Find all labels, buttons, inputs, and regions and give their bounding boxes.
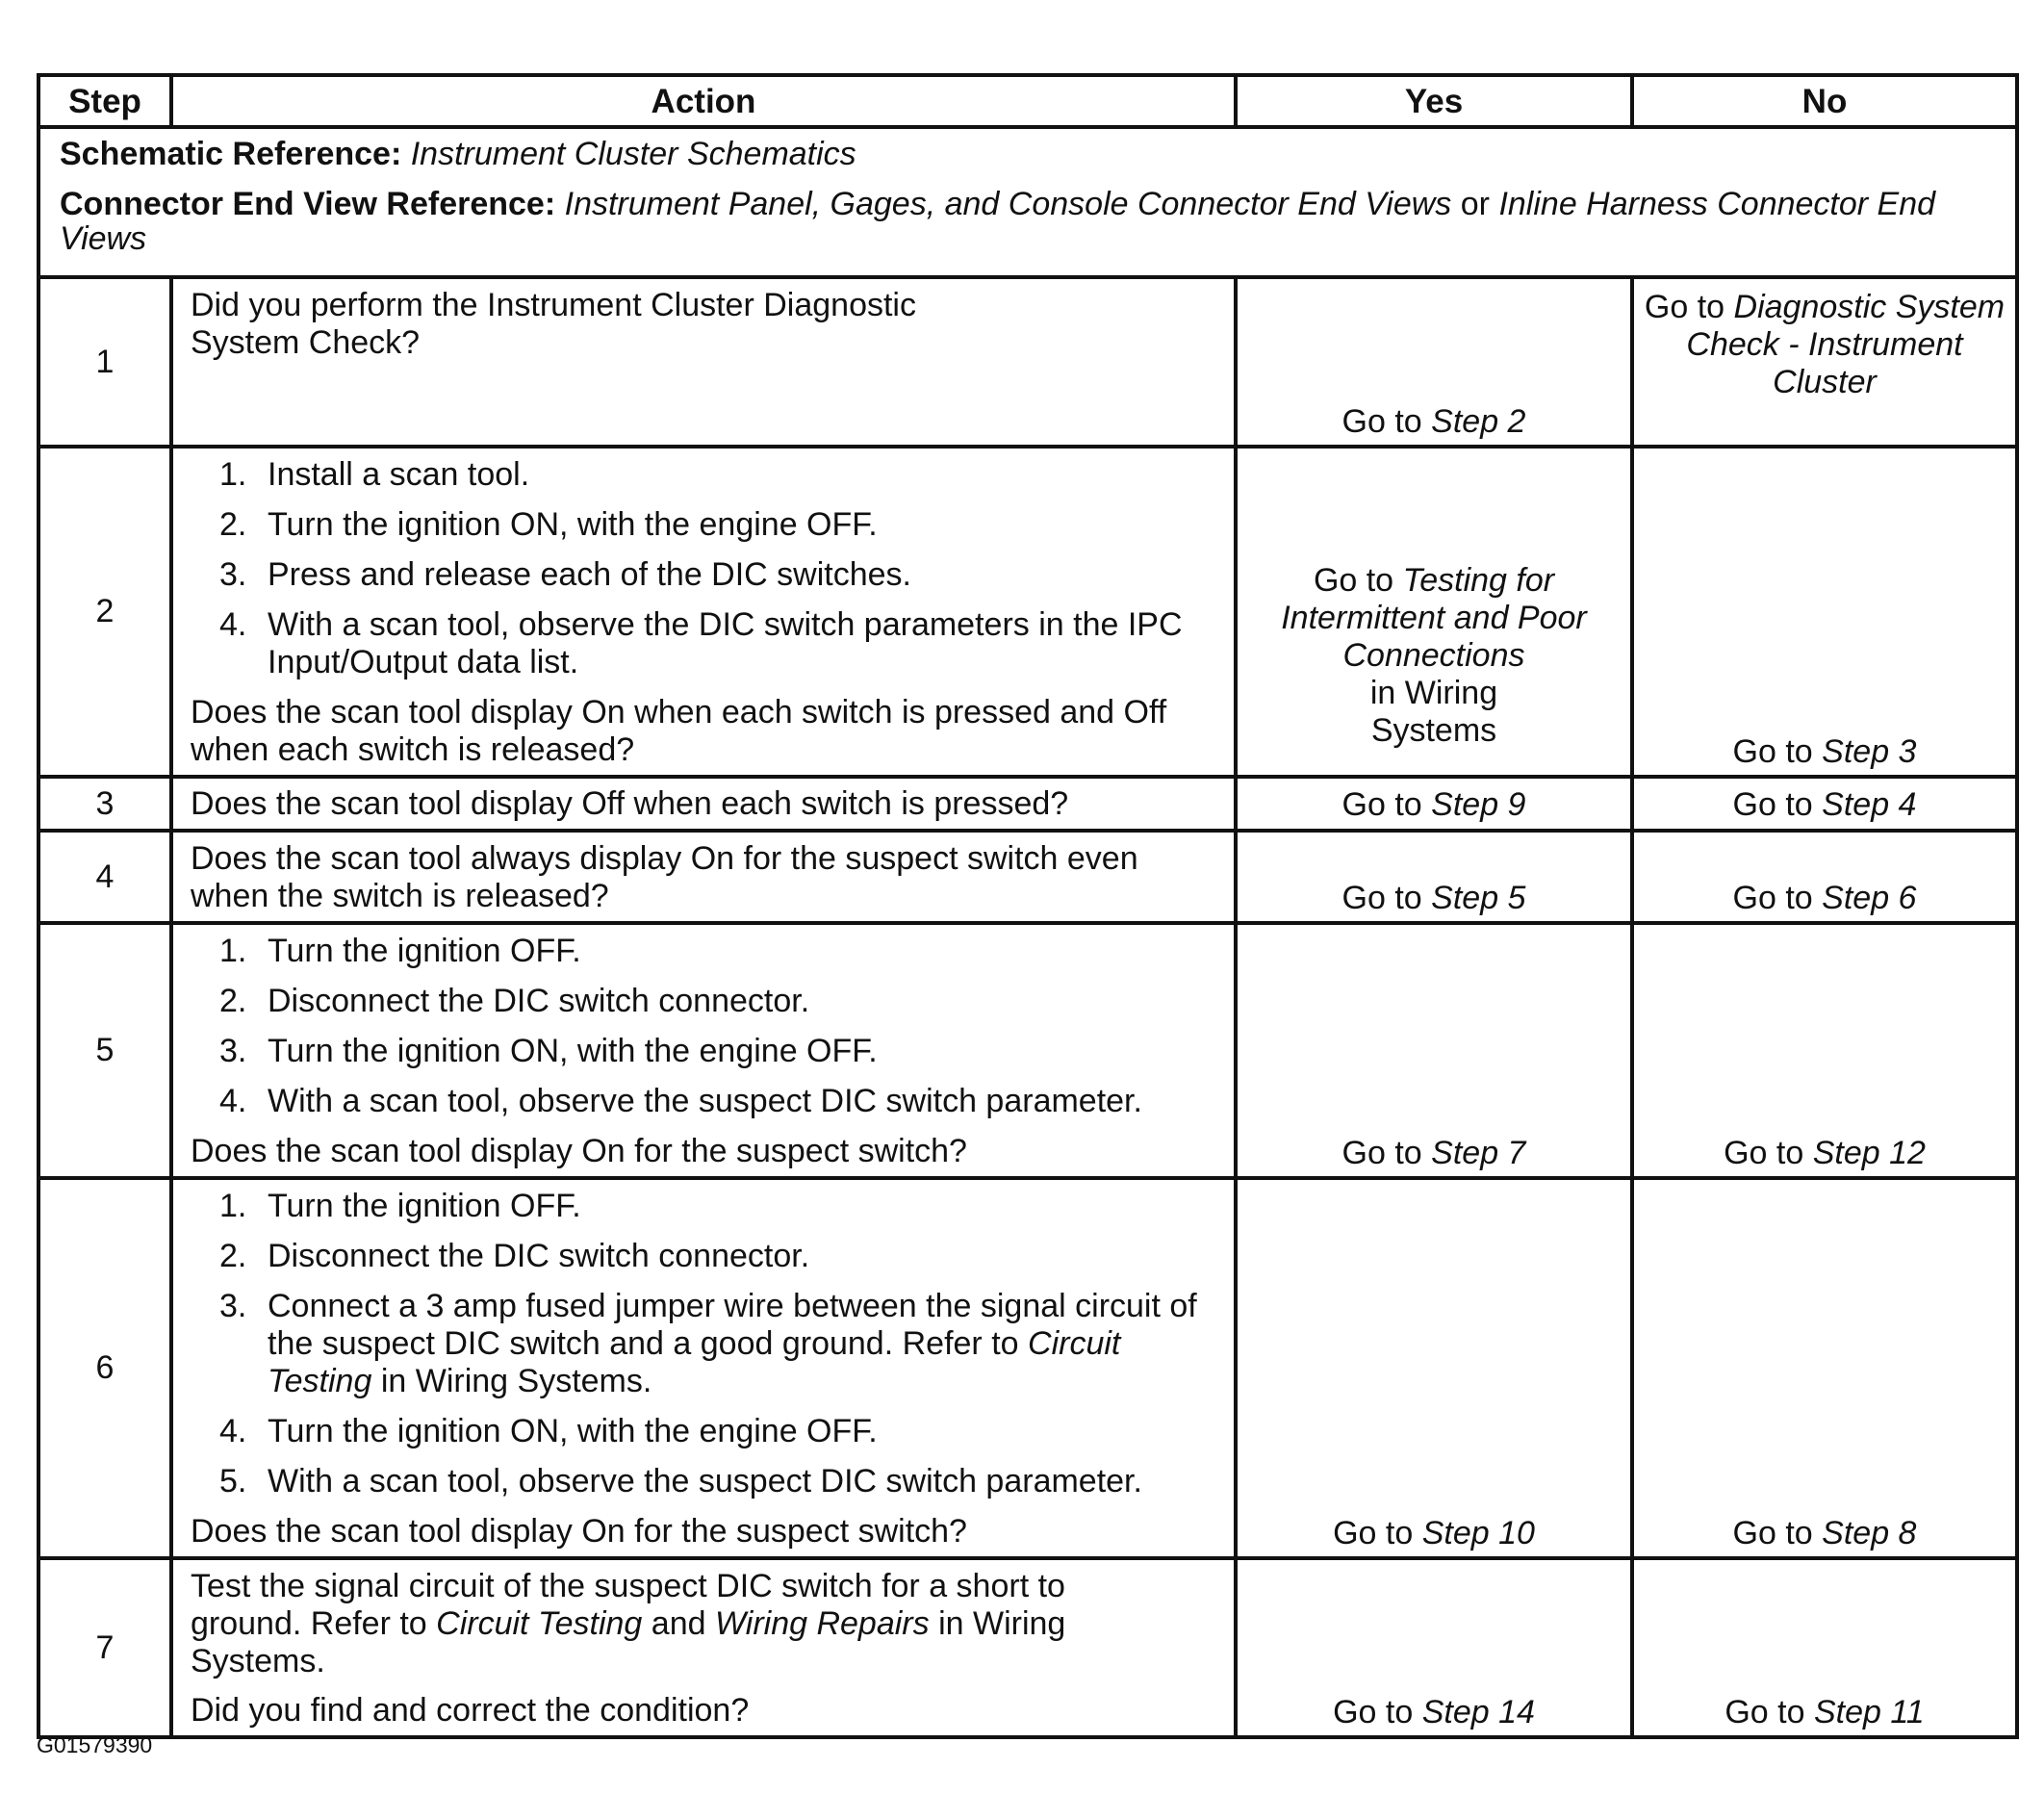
action-cell: [171, 923, 1236, 1178]
yes-cell: [1236, 447, 1632, 777]
figure-id: G01579390: [37, 1732, 153, 1757]
yes-link[interactable]: Step 10: [1421, 1515, 1535, 1551]
circuit-testing-link[interactable]: Circuit Testing: [268, 1325, 1121, 1399]
table-row: [38, 277, 2017, 447]
action-cell: [171, 1178, 1236, 1558]
wiring-repairs-link[interactable]: Wiring Repairs: [714, 1605, 930, 1642]
no-link[interactable]: Step 12: [1812, 1135, 1926, 1171]
diagnostic-table: [37, 73, 2019, 1739]
table-row: [38, 1558, 2017, 1737]
step-number: 4: [38, 831, 171, 923]
procedure-list: [191, 1188, 1222, 1500]
question-text: Does the scan tool display On when each switch is pressed and Off when each switch is released?: [191, 694, 1167, 768]
schematic-reference-link[interactable]: Instrument Cluster Schematics: [410, 136, 856, 172]
header-action: Action: [171, 75, 1236, 127]
no-prefix: Go to: [1732, 1515, 1813, 1551]
list-item: 4. With a scan tool, observe the DIC switch parameters in the IPC Input/Output data list.: [219, 606, 1183, 680]
yes-prefix: Go to: [1341, 403, 1422, 440]
no-prefix: Go to: [1724, 1135, 1804, 1171]
yes-cell: [1236, 831, 1632, 923]
table-row: [38, 447, 2017, 777]
yes-prefix: Go to: [1333, 1694, 1414, 1730]
list-item: 5. With a scan tool, observe the suspect DIC switch parameter.: [219, 1463, 1142, 1500]
step-number: 1: [38, 277, 171, 447]
header-no: No: [1632, 75, 2017, 127]
procedure-list: [191, 933, 1222, 1120]
instruction-text: Test the signal circuit of the suspect DIC switch for a short to ground. Refer to Circuit Testing and Wiring Repairs in Wiring Systems.: [191, 1568, 1066, 1679]
list-item: 2. Disconnect the DIC switch connector.: [219, 983, 810, 1019]
no-prefix: Go to: [1732, 880, 1813, 916]
list-item: 3. Press and release each of the DIC switches.: [219, 556, 911, 593]
table-row: [38, 923, 2017, 1178]
yes-prefix: Go to: [1313, 562, 1394, 599]
action-cell: [171, 777, 1236, 831]
step-number: 5: [38, 923, 171, 1178]
yes-prefix: Go to: [1341, 1135, 1422, 1171]
reference-row: [38, 127, 2017, 277]
question-text: Did you find and correct the condition?: [191, 1692, 750, 1729]
list-item: 4. With a scan tool, observe the suspect DIC switch parameter.: [219, 1083, 1142, 1119]
list-item: 3. Connect a 3 amp fused jumper wire between the signal circuit of the suspect DIC switch and a good ground. Refer to Circuit Testing in Wiring Systems.: [219, 1288, 1197, 1399]
action-cell: [171, 831, 1236, 923]
list-item: 4. Turn the ignition ON, with the engine OFF.: [219, 1413, 878, 1449]
connector-reference: [60, 187, 1998, 256]
action-cell: [171, 1558, 1236, 1737]
yes-link[interactable]: Testing for Intermittent and Poor Connections: [1281, 562, 1587, 674]
action-cell: [171, 447, 1236, 777]
no-prefix: Go to: [1644, 289, 1725, 325]
reference-cell: [38, 127, 2017, 277]
step-number: 3: [38, 777, 171, 831]
no-cell: [1632, 1558, 2017, 1737]
header-row: [38, 75, 2017, 127]
question-text: Does the scan tool display On for the suspect switch?: [191, 1133, 967, 1169]
step-number: 6: [38, 1178, 171, 1558]
question-text: Does the scan tool always display On for the suspect switch even when the switch is released?: [191, 840, 1138, 914]
step-number: 2: [38, 447, 171, 777]
no-cell: [1632, 1178, 2017, 1558]
no-link[interactable]: Step 8: [1822, 1515, 1917, 1551]
yes-cell: [1236, 923, 1632, 1178]
no-link[interactable]: Step 11: [1813, 1694, 1925, 1730]
yes-link[interactable]: Step 9: [1431, 785, 1526, 823]
yes-cell: [1236, 277, 1632, 447]
schematic-reference-label: Schematic Reference:: [60, 136, 402, 172]
table-row: [38, 1178, 2017, 1558]
question-text: Does the scan tool display Off when each switch is pressed?: [191, 784, 1069, 822]
no-cell: [1632, 447, 2017, 777]
schematic-reference: [60, 137, 1998, 171]
no-link[interactable]: Step 3: [1822, 733, 1917, 770]
yes-cell: [1236, 777, 1632, 831]
table-row: [38, 777, 2017, 831]
circuit-testing-link[interactable]: Circuit Testing: [436, 1605, 643, 1642]
yes-link[interactable]: Step 7: [1431, 1135, 1526, 1171]
no-prefix: Go to: [1725, 1694, 1805, 1730]
yes-link[interactable]: Step 5: [1431, 880, 1526, 916]
question-text: Does the scan tool display On for the suspect switch?: [191, 1513, 967, 1550]
step-number: 7: [38, 1558, 171, 1737]
connector-reference-link-2[interactable]: Inline Harness Connector End Views: [60, 186, 1936, 257]
list-item: 3. Turn the ignition ON, with the engine OFF.: [219, 1033, 878, 1069]
question-text: Did you perform the Instrument Cluster Diagnostic System Check?: [191, 287, 916, 361]
yes-suffix: in Wiring Systems: [1369, 675, 1498, 749]
list-item: 2. Disconnect the DIC switch connector.: [219, 1238, 810, 1274]
no-link[interactable]: Step 6: [1822, 880, 1917, 916]
procedure-list: [191, 456, 1222, 681]
table-row: [38, 831, 2017, 923]
action-cell: [171, 277, 1236, 447]
no-prefix: Go to: [1732, 733, 1813, 770]
header-step: Step: [38, 75, 171, 127]
no-cell: [1632, 777, 2017, 831]
no-link[interactable]: Diagnostic System Check - Instrument Cluster: [1686, 289, 2006, 400]
list-item: 1. Turn the ignition OFF.: [219, 1188, 581, 1224]
list-item: 2. Turn the ignition ON, with the engine OFF.: [219, 506, 878, 543]
connector-reference-link-1[interactable]: Instrument Panel, Gages, and Console Connector End Views: [564, 186, 1452, 222]
no-link[interactable]: Step 4: [1822, 785, 1917, 823]
connector-reference-or: or: [1460, 186, 1490, 222]
header-yes: Yes: [1236, 75, 1632, 127]
yes-prefix: Go to: [1333, 1515, 1414, 1551]
no-cell: [1632, 923, 2017, 1178]
connector-reference-label: Connector End View Reference:: [60, 186, 556, 222]
yes-cell: [1236, 1558, 1632, 1737]
list-item: 1. Turn the ignition OFF.: [219, 933, 581, 969]
list-item: 1. Install a scan tool.: [219, 456, 530, 493]
no-prefix: Go to: [1732, 785, 1813, 823]
yes-link[interactable]: Step 2: [1431, 403, 1526, 440]
no-cell: [1632, 831, 2017, 923]
yes-prefix: Go to: [1341, 785, 1422, 823]
yes-cell: [1236, 1178, 1632, 1558]
yes-prefix: Go to: [1341, 880, 1422, 916]
no-cell: [1632, 277, 2017, 447]
yes-link[interactable]: Step 14: [1421, 1694, 1535, 1730]
